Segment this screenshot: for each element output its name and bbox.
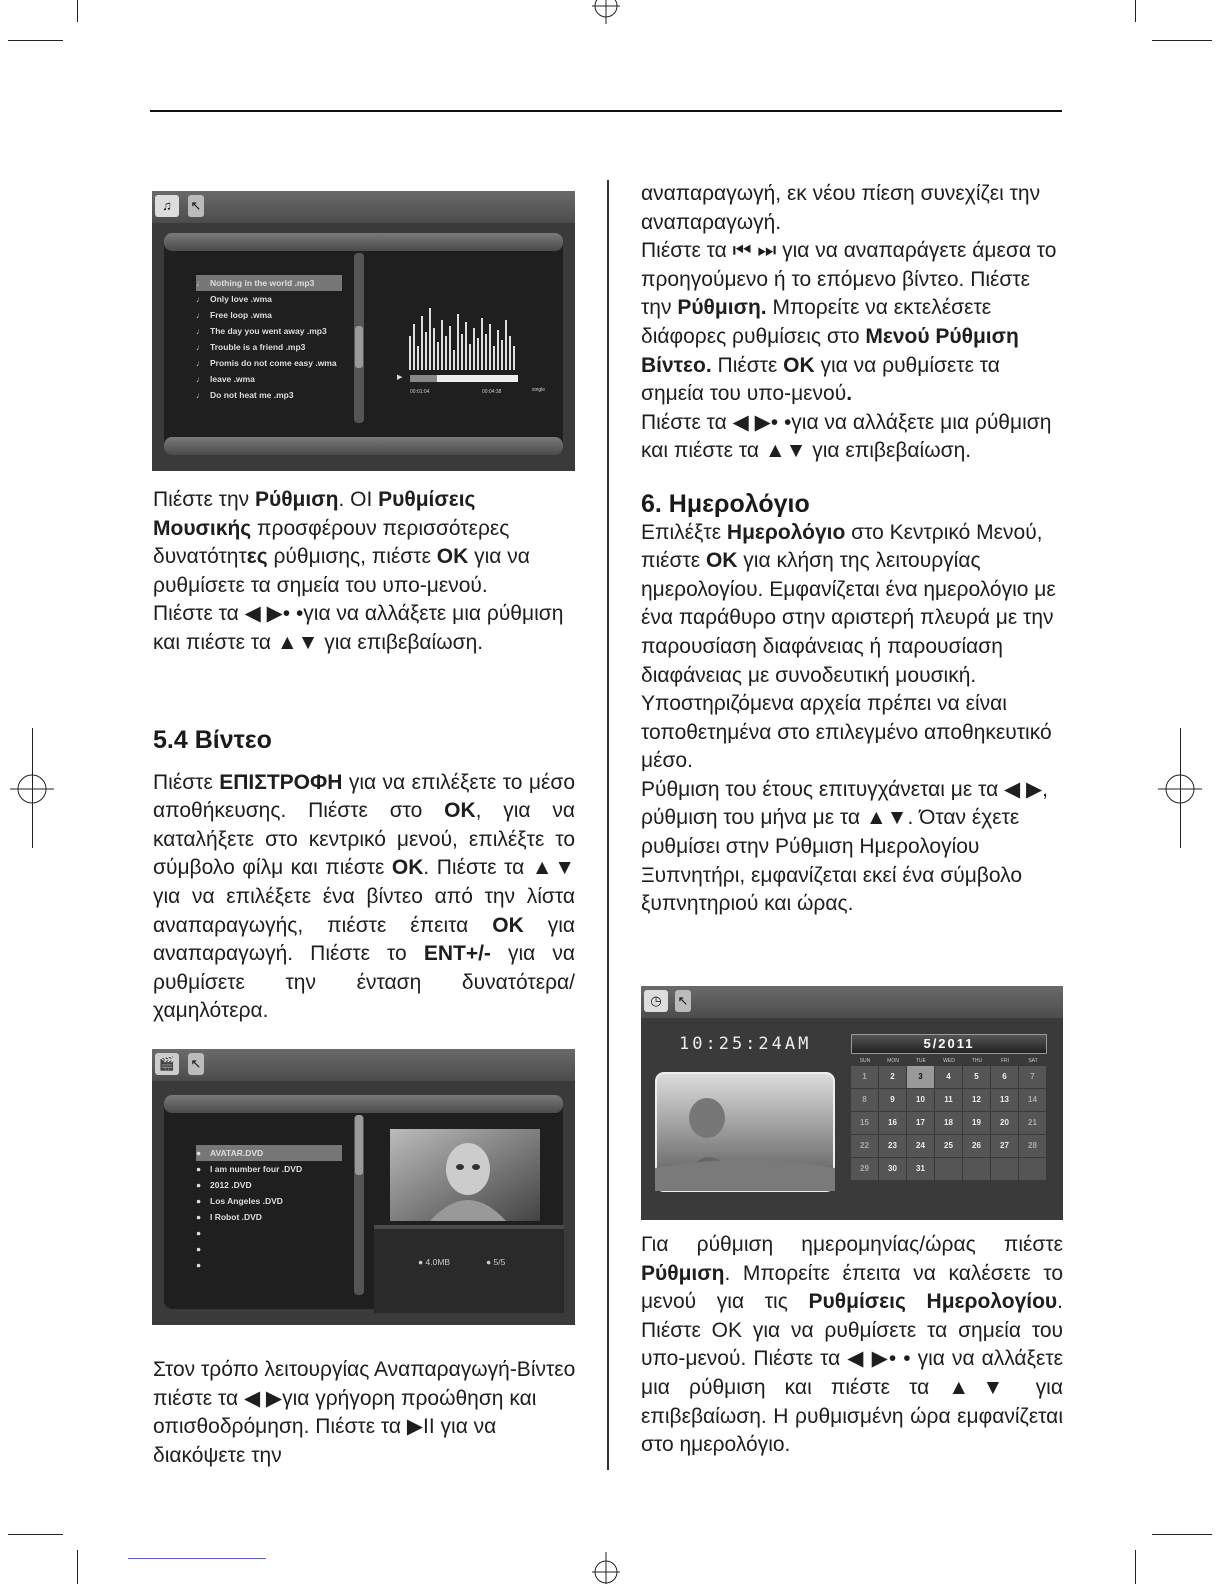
screen-top-bar (641, 986, 1063, 1018)
video-section-paragraph (153, 769, 575, 1026)
video-file-item[interactable] (196, 1209, 342, 1225)
text-run-bold: ΕΝΤ+/- (423, 942, 491, 966)
play-indicator-icon: ▶ (397, 374, 403, 381)
weekday-label: SAT (1028, 1058, 1038, 1064)
empty-list-slot (196, 1241, 342, 1257)
calendar-day-cell[interactable]: 18 (935, 1112, 962, 1134)
right-column-text (641, 180, 1066, 919)
calendar-day-cell[interactable]: 27 (991, 1135, 1018, 1157)
music-file-name: Nothing in the world .mp3 (210, 278, 315, 288)
calendar-settings-paragraph (641, 1231, 1063, 1460)
text-run-bold: Ρυθμίσεις Μουσικής (153, 488, 476, 540)
video-file-item[interactable] (196, 1161, 342, 1177)
calendar-day-cell[interactable]: 24 (907, 1135, 934, 1157)
empty-list-slot (196, 1225, 342, 1241)
screen-top-bar (152, 1049, 575, 1081)
video-player-screenshot (152, 1049, 575, 1325)
calendar-settings-text (641, 1231, 1063, 1460)
music-file-item[interactable] (196, 275, 342, 291)
screen-top-bar (152, 191, 575, 223)
calendar-empty-cell (963, 1158, 990, 1180)
music-note-icon: ♩ (196, 310, 205, 320)
screen-header-bar (164, 233, 563, 251)
bullet-icon: ● (196, 1196, 202, 1206)
calendar-day-cell[interactable]: 28 (1019, 1135, 1046, 1157)
music-file-item[interactable] (196, 307, 342, 323)
calendar-empty-cell (991, 1158, 1018, 1180)
music-file-item[interactable] (196, 323, 342, 339)
weekday-label: THU (971, 1058, 983, 1064)
header-rule (150, 110, 1062, 112)
music-progress-fill (410, 375, 437, 382)
clock-display: 10:25:24AM (679, 1034, 812, 1054)
music-note-icon: ♩ (196, 390, 205, 400)
calendar-day-cell[interactable]: 19 (963, 1112, 990, 1134)
text-run: Επιλέξτε (641, 520, 727, 544)
bullet-icon: ● (196, 1164, 202, 1174)
music-file-name: Only love .wma (210, 294, 272, 304)
bullet-icon: ● (196, 1260, 202, 1270)
text-run-bold: Ρύθμιση (641, 1261, 725, 1285)
text-run: για να ρυθμίσετε τα σημεία του υπο-μενού. (153, 545, 530, 597)
bullet-icon: ● (418, 1257, 426, 1267)
music-settings-text (153, 486, 577, 658)
calendar-day-cell[interactable]: 5 (963, 1066, 990, 1088)
text-run: . Πιέστε OK για να ρυθμίσετε τα σημεία του υπο-μενού. Πιέστε τα ◀ ▶• • για να αλλάξετε μια ρύθμιση και πιέστε τα ▲▼ για επιβεβαίωση. Η ρυθμισμένη ώρα εμφανίζεται στο ημερολόγιο. (641, 1290, 1063, 1457)
text-run: Πιέστε (153, 770, 220, 794)
music-file-item[interactable] (196, 387, 342, 403)
scroll-thumb[interactable] (355, 1115, 363, 1175)
text-run: ρύθμισης, πιέστε (267, 545, 437, 569)
calendar-widget (851, 1034, 1047, 1180)
music-file-name: The day you went away .mp3 (210, 326, 327, 336)
music-file-item[interactable] (196, 355, 342, 371)
calendar-day-cell[interactable]: 16 (879, 1112, 906, 1134)
empty-list-slot (196, 1257, 342, 1273)
screen-header-bar (164, 1095, 563, 1113)
text-run-bold: ες (246, 545, 268, 569)
video-file-size (418, 1257, 450, 1267)
calendar-day-cell[interactable]: 6 (991, 1066, 1018, 1088)
text-run: Μπορείτε να εκτελέσετε διάφορες ρυθμίσεις στο (641, 296, 992, 348)
weekday-label: TUE (916, 1058, 926, 1064)
screen-footer-bar (164, 437, 563, 455)
music-spectrum-visualizer (407, 306, 527, 370)
calendar-empty-cell (1019, 1158, 1046, 1180)
calendar-weekday-row (851, 1058, 1047, 1064)
text-run: , για να καταλήξετε στο κεντρικό μενού, επιλέξτε το σύμβολο φίλμ και πιέστε (153, 799, 576, 880)
calendar-day-cell[interactable]: 14 (1019, 1089, 1046, 1111)
text-run-bold: OK (444, 799, 476, 823)
video-preview-thumbnail (390, 1129, 540, 1221)
text-run-bold: Ρύθμιση. (677, 296, 767, 320)
music-change-setting-paragraph: Πιέστε τα ◀ ▶• •για να αλλάξετε μια ρύθμιση και πιέστε τα ▲▼ για επιβεβαίωση. (153, 602, 564, 654)
video-file-item[interactable] (196, 1145, 342, 1161)
text-run-bold: Μενού Ρύθμιση Βίντεο. (641, 324, 1019, 377)
calendar-day-cell[interactable]: 13 (991, 1089, 1018, 1111)
text-run: . Μπορείτε έπειτα να καλέσετε το μενού για τις (641, 1261, 1063, 1314)
bullet-icon: ● (196, 1180, 202, 1190)
video-settings-paragraph (641, 237, 1066, 409)
video-playback-paragraph: Στον τρόπο λειτουργίας Αναπαραγωγή-Βίντεο πιέστε τα ◀ ▶για γρήγορη προώθηση και οπισθοδρόμηση. Πιέστε τα ▶II για να διακόψετε την (153, 1358, 576, 1467)
calendar-screenshot (641, 986, 1063, 1220)
resume-paragraph: αναπαραγωγή, εκ νέου πίεση συνεχίζει την αναπαραγωγή. (641, 182, 1041, 234)
music-file-list (196, 275, 342, 403)
calendar-day-cell[interactable]: 7 (1019, 1066, 1046, 1088)
calendar-day-cell[interactable]: 25 (935, 1135, 962, 1157)
repeat-mode: single (532, 387, 546, 393)
bullet-icon: ● (196, 1244, 202, 1254)
music-file-name: Free loop .wma (210, 310, 272, 320)
video-info-panel (374, 1225, 564, 1313)
video-position (486, 1257, 505, 1267)
text-run-bold: Ρύθμιση (254, 488, 339, 511)
calendar-day-cell[interactable]: 31 (907, 1158, 934, 1180)
calendar-day-cell[interactable]: 3 (907, 1066, 934, 1088)
weekday-label: FRI (1000, 1058, 1010, 1064)
music-file-name: Promis do not come easy .wma (210, 358, 337, 368)
text-run: Πιέστε τα ⏮ ⏭ για να αναπαράγετε άμεσα το προηγούμενο ή το επόμενο βίντεο. Πιέστε την (641, 239, 1057, 320)
music-file-item[interactable] (196, 291, 342, 307)
text-run-bold: OK (783, 353, 815, 377)
weekday-label: MON (887, 1058, 899, 1064)
calendar-empty-cell (935, 1158, 962, 1180)
text-run: για να ρυθμίσετε τα σημεία του υπο-μενού (641, 353, 1000, 406)
calendar-year-month-paragraph: Ρύθμιση του έτους επιτυγχάνεται με τα ◀ ▶, ρύθμιση του μήνα με τα ▲▼. Όταν έχετε ρυθμίσει στην Ρύθμιση Ημερολογίου Ξυπνητήρι, εμφανίζεται εκεί ένα σύμβολο ξυπνητηριού και ώρας. (641, 777, 1049, 916)
text-run: Πιέστε (711, 353, 784, 377)
calendar-day-cell[interactable]: 17 (907, 1112, 934, 1134)
calendar-month-header[interactable]: 5/2011 (851, 1034, 1047, 1054)
calendar-day-cell[interactable]: 1 (851, 1066, 878, 1088)
music-file-name: Do not heat me .mp3 (210, 390, 294, 400)
text-run-bold: OK (492, 913, 524, 937)
music-file-item[interactable] (196, 371, 342, 387)
calendar-intro-paragraph (641, 519, 1066, 776)
text-run-bold: Ρυθμίσεις Ημερολογίου (808, 1290, 1058, 1314)
calendar-day-cell[interactable]: 8 (851, 1089, 878, 1111)
bullet-icon: ● (196, 1148, 202, 1158)
text-run: για να επιλέξετε το μέσο αποθήκευσης. Πιέστε στο (153, 770, 575, 823)
registration-mark-top (590, 0, 622, 24)
text-run: Για ρύθμιση ημερομηνίας/ώρας πιέστε (641, 1233, 1063, 1256)
time-elapsed: 00:01:04 (410, 389, 430, 395)
music-note-icon: ♩ (196, 374, 205, 384)
calendar-day-cell[interactable]: 12 (963, 1089, 990, 1111)
video-section-heading: 5.4 Βίντεο (153, 726, 272, 754)
music-note-icon: ♩ (196, 278, 205, 288)
music-note-icon: ♩ (196, 358, 205, 368)
calendar-day-cell[interactable]: 11 (935, 1089, 962, 1111)
text-run-bold: ΕΠΙΣΤΡΟΦΗ (219, 770, 343, 794)
weekday-label: SUN (859, 1058, 871, 1064)
time-total: 00:04:38 (482, 389, 502, 395)
text-run: Πιέστε την (153, 488, 255, 511)
registration-mark-right (1158, 772, 1202, 806)
text-run-bold: OK (391, 856, 424, 880)
registration-mark-left (10, 772, 54, 806)
text-run-bold: OK (436, 545, 469, 569)
video-file-item[interactable] (196, 1177, 342, 1193)
weekday-label: WED (943, 1058, 955, 1064)
slideshow-photo (655, 1072, 835, 1192)
calendar-day-cell[interactable]: 20 (991, 1112, 1018, 1134)
music-settings-paragraph (153, 486, 577, 600)
calendar-day-grid (851, 1066, 1047, 1180)
bullet-icon: ● (486, 1257, 494, 1267)
music-note-icon: ♩ (196, 294, 205, 304)
text-run: για αναπαραγωγή. Πιέστε το (153, 913, 576, 966)
text-run: στο Κεντρικό Μενού, πιέστε (641, 520, 1043, 573)
calendar-day-cell[interactable]: 10 (907, 1089, 934, 1111)
text-run: προσφέρουν περισσότερες δυνατότητ (153, 516, 510, 569)
text-run-bold: Ημερολόγιο (726, 520, 846, 544)
text-run-bold: . (846, 382, 853, 406)
text-run: για κλήση της λειτουργίας ημερολογίου. Εμφανίζεται ένα ημερολόγιο με ένα παράθυρο στην αριστερή πλευρά με την παρουσίαση διαφάνειας ή παρουσίαση διαφάνειας με συνοδευτική μουσική. Υποστηριζόμενα αρχεία πρέπει να είναι τοποθετημένα στο επιλεγμένο αποθηκευτικό μέσο. (641, 549, 1056, 773)
film-icon: 🎬 (155, 1053, 179, 1075)
bottom-blue-line (128, 1558, 266, 1559)
position-value: 5/5 (493, 1257, 506, 1267)
bullet-icon: ● (196, 1228, 202, 1238)
text-run: για να ρυθμίσετε την ένταση δυνατότερα/χαμηλότερα. (153, 942, 575, 1023)
video-file-name: Los Angeles .DVD (210, 1196, 283, 1206)
calendar-day-cell[interactable]: 26 (963, 1135, 990, 1157)
music-progress-bar[interactable] (410, 375, 518, 382)
music-file-item[interactable] (196, 339, 342, 355)
bullet-icon: ● (196, 1212, 202, 1222)
text-run: . Πιέστε τα ▲▼ για να επιλέξετε ένα βίντεο από την λίστα αναπαραγωγής, πιέστε έπειτα (153, 856, 575, 937)
calendar-day-cell[interactable]: 23 (879, 1135, 906, 1157)
calendar-day-cell[interactable]: 9 (879, 1089, 906, 1111)
cursor-icon: ↖ (188, 1053, 204, 1075)
calendar-day-cell[interactable]: 29 (851, 1158, 878, 1180)
calendar-day-cell[interactable]: 30 (879, 1158, 906, 1180)
video-file-name: AVATAR.DVD (210, 1148, 264, 1158)
registration-mark-bottom (590, 1552, 622, 1584)
calendar-day-cell[interactable]: 22 (851, 1135, 878, 1157)
calendar-day-cell[interactable]: 2 (879, 1066, 906, 1088)
scroll-thumb[interactable] (355, 326, 363, 368)
music-note-icon: ♩ (196, 326, 205, 336)
music-player-screenshot (152, 191, 575, 471)
music-file-name: leave .wma (210, 374, 255, 384)
video-file-name: 2012 .DVD (210, 1180, 252, 1190)
video-file-item[interactable] (196, 1193, 342, 1209)
video-file-list (196, 1145, 342, 1273)
video-file-name: I am number four .DVD (210, 1164, 303, 1174)
music-note-icon: ♩ (196, 342, 205, 352)
text-run: . ΟΙ (338, 488, 379, 511)
column-divider (607, 180, 609, 1470)
video-file-name: I Robot .DVD (210, 1212, 262, 1222)
music-note-icon: ♫ (155, 195, 179, 217)
calendar-day-cell[interactable]: 15 (851, 1112, 878, 1134)
text-run-bold: OK (705, 549, 738, 573)
cursor-icon: ↖ (188, 195, 204, 217)
cursor-icon: ↖ (675, 990, 691, 1012)
file-size-value: 4.0MB (425, 1257, 451, 1267)
calendar-day-cell[interactable]: 4 (935, 1066, 962, 1088)
video-section (153, 726, 575, 1026)
clock-icon: ◷ (644, 990, 668, 1012)
calendar-section-heading: 6. Ημερολόγιο (641, 489, 810, 518)
calendar-day-cell[interactable]: 21 (1019, 1112, 1046, 1134)
music-file-name: Trouble is a friend .mp3 (210, 342, 306, 352)
video-playback-text (153, 1356, 585, 1470)
video-change-setting-paragraph: Πιέστε τα ◀ ▶• •για να αλλάξετε μια ρύθμιση και πιέστε τα ▲▼ για επιβεβαίωση. (641, 410, 1052, 463)
